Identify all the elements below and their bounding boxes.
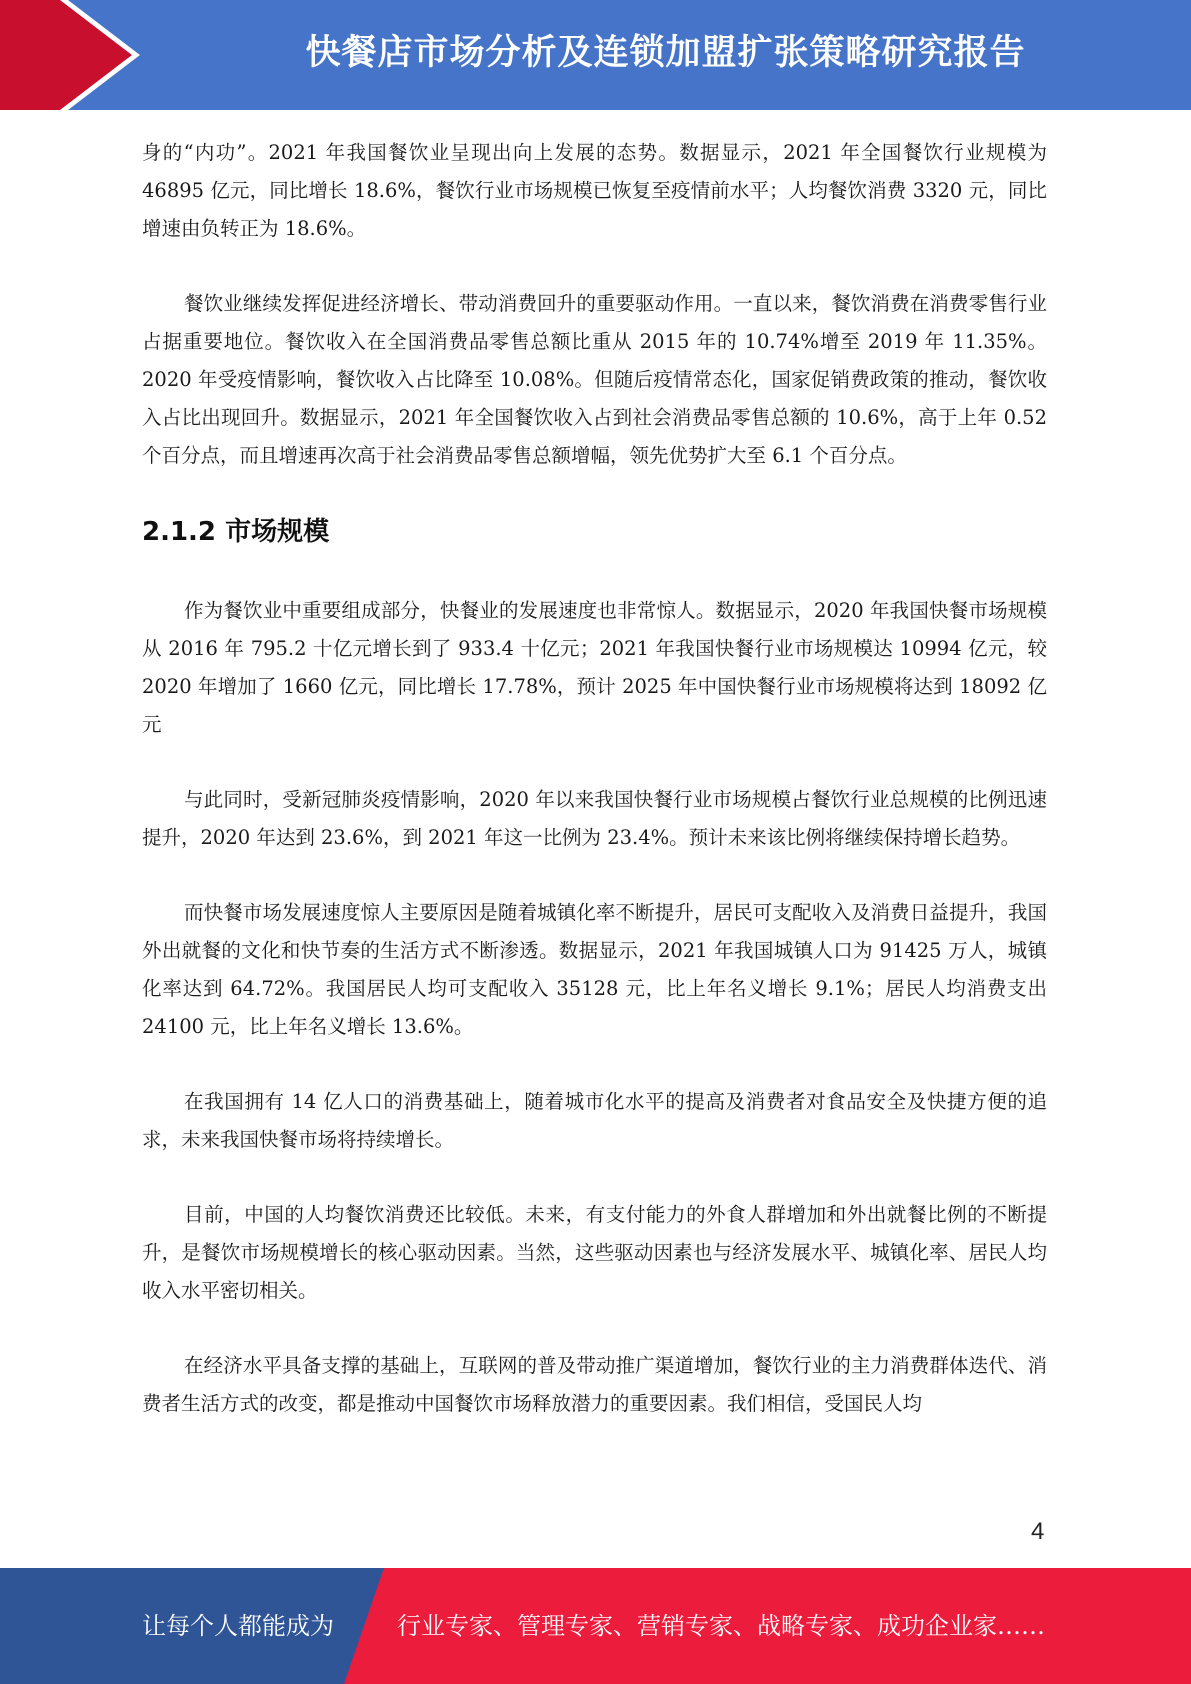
page-header: [0, 0, 1191, 110]
paragraph: 而快餐市场发展速度惊人主要原因是随着城镇化率不断提升，居民可支配收入及消费日益提升，我国外出就餐的文化和快节奏的生活方式不断渗透。数据显示，2021 年我国城镇人口为 91425 万人，城镇化率达到 64.72%。我国居民人均可支配收入 35128 元，比上年名义增长 9.1%；居民人均消费支出 24100 元，比上年名义增长 13.6%。: [142, 901, 1047, 1038]
paragraph: 在我国拥有 14 亿人口的消费基础上，随着城市化水平的提高及消费者对食品安全及快捷方便的追求，未来我国快餐市场将持续增长。: [142, 1090, 1047, 1151]
section-heading: 2.1.2 市场规模: [142, 517, 330, 547]
paragraph: 在经济水平具备支撑的基础上，互联网的普及带动推广渠道增加，餐饮行业的主力消费群体迭代、消费者生活方式的改变，都是推动中国餐饮市场释放潜力的重要因素。我们相信，受国民人均: [142, 1354, 1047, 1415]
paragraph: 与此同时，受新冠肺炎疫情影响，2020 年以来我国快餐行业市场规模占餐饮行业总规模的比例迅速提升，2020 年达到 23.6%，到 2021 年这一比例为 23.4%。预计未来该比例将继续保持增长趋势。: [142, 788, 1047, 849]
footer-slogan-lead: 让每个人都能成为: [142, 1612, 334, 1640]
page-content: [142, 134, 1047, 1460]
page-footer: [0, 1568, 1191, 1684]
header-arrow-decoration: [0, 0, 160, 110]
report-title: 快餐店市场分析及连锁加盟扩张策略研究报告: [305, 33, 1026, 73]
page-number: 4: [1031, 1518, 1045, 1545]
paragraph: 作为餐饮业中重要组成部分，快餐业的发展速度也非常惊人。数据显示，2020 年我国快餐市场规模从 2016 年 795.2 十亿元增长到了 933.4 十亿元；2021 年我国快餐行业市场规模达 10994 亿元，较 2020 年增加了 1660 亿元，同比增长 17.78%，预计 2025 年中国快餐行业市场规模将达到 18092 亿元: [142, 599, 1047, 736]
footer-slogan-roles: 行业专家、管理专家、营销专家、战略专家、成功企业家……: [397, 1612, 1045, 1640]
paragraph: 目前，中国的人均餐饮消费还比较低。未来，有支付能力的外食人群增加和外出就餐比例的不断提升，是餐饮市场规模增长的核心驱动因素。当然，这些驱动因素也与经济发展水平、城镇化率、居民人均收入水平密切相关。: [142, 1203, 1047, 1302]
paragraph: 餐饮业继续发挥促进经济增长、带动消费回升的重要驱动作用。一直以来，餐饮消费在消费零售行业占据重要地位。餐饮收入在全国消费品零售总额比重从 2015 年的 10.74%增至 2019 年 11.35%。2020 年受疫情影响，餐饮收入占比降至 10.08%。但随后疫情常态化，国家促销费政策的推动，餐饮收入占比出现回升。数据显示，2021 年全国餐饮收入占到社会消费品零售总额的 10.6%，高于上年 0.52 个百分点，而且增速再次高于社会消费品零售总额增幅，领先优势扩大至 6.1 个百分点。: [142, 292, 1047, 467]
paragraph: 身的“内功”。2021 年我国餐饮业呈现出向上发展的态势。数据显示，2021 年全国餐饮行业规模为 46895 亿元，同比增长 18.6%，餐饮行业市场规模已恢复至疫情前水平；人均餐饮消费 3320 元，同比增速由负转正为 18.6%。: [142, 141, 1047, 240]
